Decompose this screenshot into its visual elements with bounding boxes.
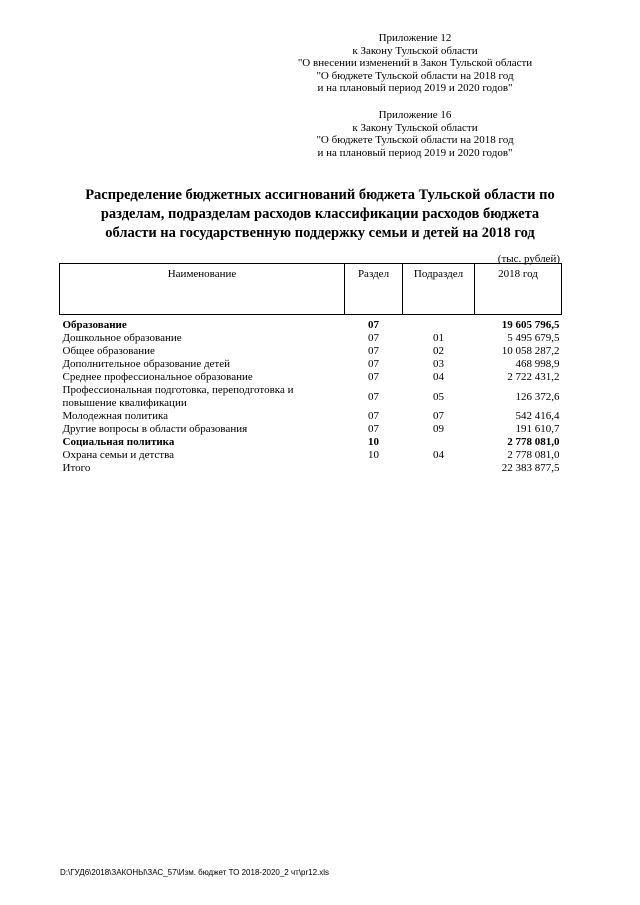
row-section: 07: [368, 371, 379, 383]
row-value: 468 998,9: [515, 358, 560, 370]
row-subsection: 02: [433, 345, 444, 357]
budget-table: [59, 263, 562, 475]
appendix-16-line: и на плановый период 2019 и 2020 годов": [317, 146, 513, 159]
table-row: [60, 345, 562, 358]
row-subsection: [403, 462, 475, 475]
table-header-row: [60, 264, 562, 315]
appendix-16-line: "О бюджете Тульской области на 2018 год: [316, 134, 514, 146]
row-section: 07: [368, 410, 379, 422]
row-name: Общее образование: [62, 345, 155, 357]
header-value: 2018 год: [475, 264, 562, 315]
header-name: Наименование: [60, 264, 345, 315]
appendix-12-header: [270, 32, 560, 95]
row-value: 19 605 796,5: [501, 319, 560, 331]
appendix-16-line: к Закону Тульской области: [352, 121, 478, 134]
row-subsection: 01: [433, 332, 444, 344]
row-value: 22 383 877,5: [501, 462, 560, 474]
row-value: 2 778 081,0: [507, 449, 560, 461]
row-name: Дошкольное образование: [62, 332, 182, 344]
row-section: [345, 462, 403, 475]
row-section: 07: [368, 390, 379, 403]
row-name: Профессиональная подготовка, переподготовка и повышение квалификации: [62, 384, 294, 409]
table-row: [60, 423, 562, 436]
table-row: [60, 449, 562, 462]
title-line: разделам, подразделам расходов классификации расходов бюджета: [100, 206, 540, 222]
row-subsection: 04: [433, 371, 444, 383]
row-name: Среднее профессиональное образование: [62, 371, 253, 383]
row-name: Социальная политика: [62, 436, 175, 448]
row-section: 07: [368, 319, 379, 331]
table-row: [60, 358, 562, 371]
table-row: [60, 462, 562, 475]
file-path-footer: D:\ГУД6\2018\ЗАКОНЫ\ЗАС_57\Изм. бюджет ТО 2018-2020_2 чт\pr12.xls: [60, 868, 330, 877]
appendix-12-line: "О бюджете Тульской области на 2018 год: [316, 69, 514, 82]
row-name: Образование: [62, 319, 127, 331]
row-value: 2 778 081,0: [507, 436, 560, 448]
row-name: Дополнительное образование детей: [62, 358, 231, 370]
appendix-16-header: [270, 109, 560, 159]
row-value: 5 495 679,5: [507, 332, 560, 344]
row-subsection: 07: [433, 410, 444, 422]
row-section: 07: [368, 332, 379, 344]
row-section: 10: [368, 449, 379, 461]
appendix-12-line: и на плановый период 2019 и 2020 годов": [317, 82, 513, 94]
row-value: 2 722 431,2: [507, 371, 560, 383]
row-value: 542 416,4: [515, 410, 560, 422]
table-row: [60, 371, 562, 384]
row-subsection: [403, 436, 475, 449]
appendix-16-line: Приложение 16: [378, 109, 452, 121]
row-subsection: 04: [433, 449, 444, 461]
table-row: [60, 436, 562, 449]
title-line: Распределение бюджетных ассигнований бюджета Тульской области по: [85, 187, 555, 203]
row-name: Охрана семьи и детства: [62, 449, 175, 461]
table-row: [60, 384, 562, 410]
table-body: [60, 315, 562, 476]
row-name: Итого: [62, 462, 91, 474]
appendix-12-line: Приложение 12: [378, 32, 452, 44]
row-subsection: 03: [433, 358, 444, 370]
title-line: области на государственную поддержку семьи и детей на 2018 год: [105, 225, 535, 241]
row-section: 07: [368, 358, 379, 370]
table-row: [60, 410, 562, 423]
row-section: 10: [368, 436, 379, 448]
row-name: Другие вопросы в области образования: [62, 423, 248, 435]
row-section: 07: [368, 345, 379, 357]
table-row: [60, 315, 562, 333]
header-subsection: Подраздел: [403, 264, 475, 315]
row-subsection: [403, 315, 475, 333]
row-section: 07: [368, 423, 379, 435]
units-label: (тыс. рублей): [497, 253, 560, 265]
row-name: Молодежная политика: [62, 410, 169, 422]
header-section: Раздел: [345, 264, 403, 315]
row-subsection: 05: [433, 390, 444, 403]
row-subsection: 09: [433, 423, 444, 435]
row-value: 126 372,6: [515, 390, 560, 403]
table-row: [60, 332, 562, 345]
appendix-12-line: к Закону Тульской области: [352, 44, 478, 57]
row-value: 191 610,7: [515, 423, 560, 435]
document-title: [40, 186, 600, 243]
appendix-12-line: "О внесении изменений в Закон Тульской области: [297, 57, 533, 69]
row-value: 10 058 287,2: [501, 345, 560, 357]
